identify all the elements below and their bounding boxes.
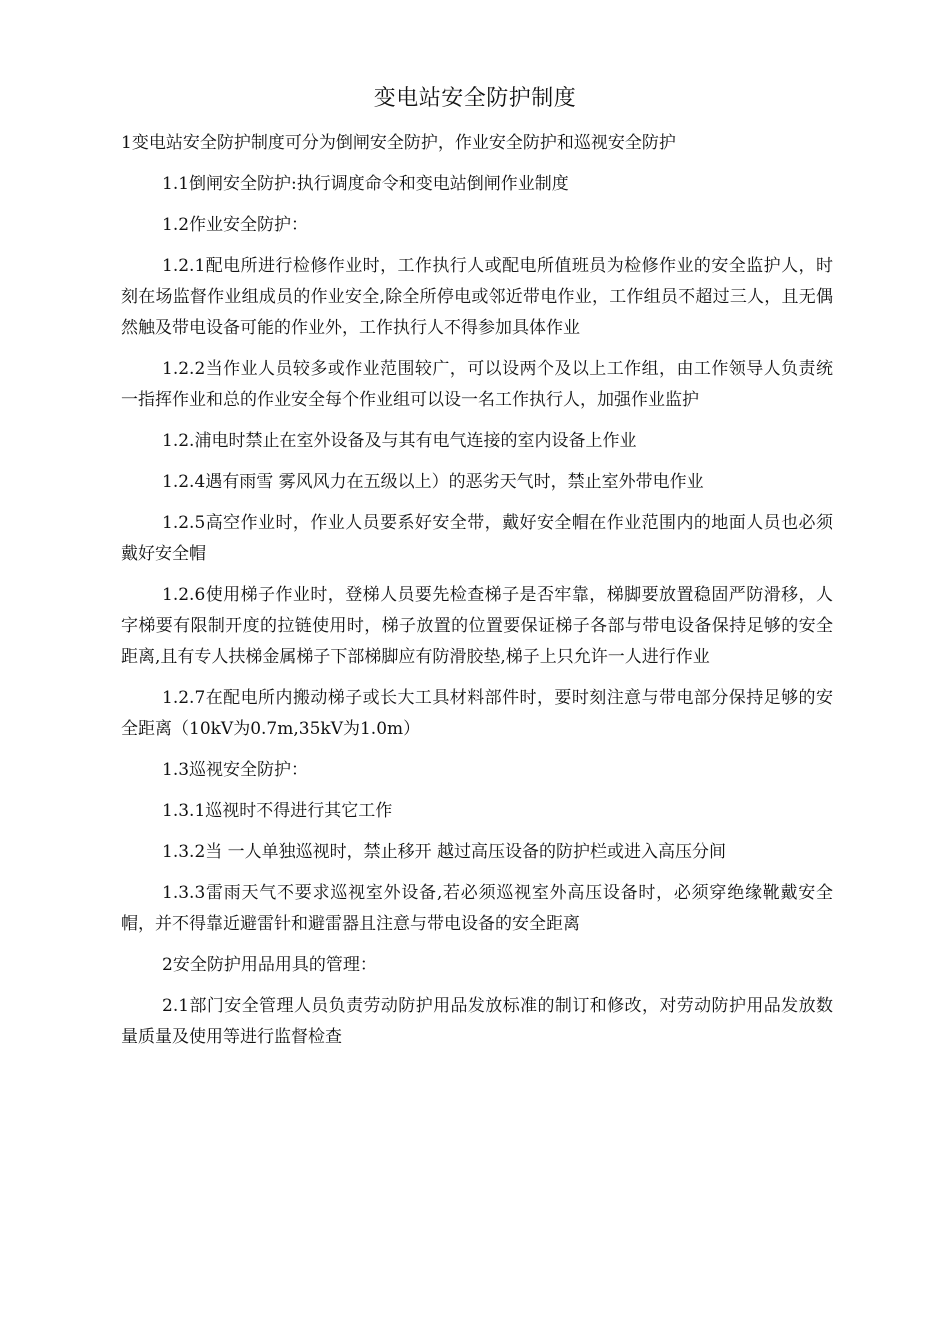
paragraph: 1.1倒闸安全防护:执行调度命令和变电站倒闸作业制度 [162, 174, 569, 194]
document-title: 变电站安全防护制度 [373, 86, 577, 111]
paragraph: 1.2.6使用梯子作业时，登梯人员要先检查梯子是否牢靠，梯脚要放置稳固严防滑移，人字梯要有限制开度的拉链使用时，梯子放置的位置要保证梯子各部与带电设备保持足够的安全距离,且有专人扶梯金属梯子下部梯脚应有防滑胶垫,梯子上只允许一人进行作业 [121, 585, 833, 667]
paragraph: 1.2.7在配电所内搬动梯子或长大工具材料部件时，要时刻注意与带电部分保持足够的安全距离（10kV为0.7m,35kV为1.0m） [121, 688, 833, 739]
paragraph: 1.2.2当作业人员较多或作业范围较广，可以设两个及以上工作组，由工作领导人负责统一指挥作业和总的作业安全每个作业组可以设一名工作执行人，加强作业监护 [121, 359, 833, 410]
paragraph: 1.2作业安全防护： [162, 215, 309, 235]
paragraph: 1.2.4遇有雨雪 雾风风力在五级以上）的恶劣天气时，禁止室外带电作业 [162, 472, 704, 492]
paragraph: 1.3.1巡视时不得进行其它工作 [162, 801, 393, 821]
paragraph: 2安全防护用品用具的管理： [162, 955, 377, 975]
paragraph: 1变电站安全防护制度可分为倒闸安全防护，作业安全防护和巡视安全防护 [121, 133, 676, 153]
paragraph: 1.3.2当 一人单独巡视时，禁止移开 越过高压设备的防护栏或进入高压分间 [162, 842, 727, 862]
paragraph: 1.3.3雷雨天气不要求巡视室外设备,若必须巡视室外高压设备时，必须穿绝缘靴戴安全帽，并不得靠近避雷针和避雷器且注意与带电设备的安全距离 [121, 883, 833, 934]
paragraph: 1.2.5高空作业时，作业人员要系好安全带，戴好安全帽在作业范围内的地面人员也必须戴好安全帽 [121, 513, 833, 564]
document-body [121, 128, 833, 1063]
paragraph: 1.3巡视安全防护： [162, 760, 309, 780]
paragraph: 2.1部门安全管理人员负责劳动防护用品发放标准的制订和修改，对劳动防护用品发放数量质量及使用等进行监督检查 [121, 996, 833, 1047]
paragraph: 1.2.浦电时禁止在室外设备及与其有电气连接的室内设备上作业 [162, 431, 637, 451]
paragraph: 1.2.1配电所进行检修作业时，工作执行人或配电所值班员为检修作业的安全监护人，时刻在场监督作业组成员的作业安全,除全所停电或邻近带电作业，工作组员不超过三人，且无偶然触及带电设备可能的作业外，工作执行人不得参加具体作业 [121, 256, 833, 338]
